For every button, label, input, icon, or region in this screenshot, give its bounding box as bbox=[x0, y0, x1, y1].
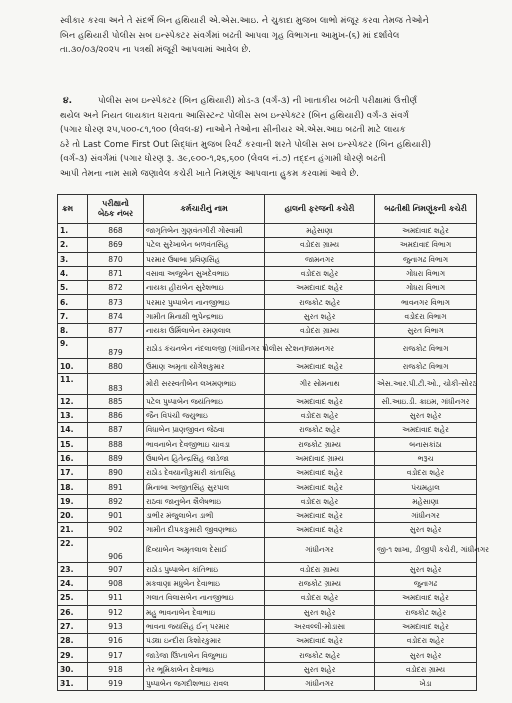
section-number: ૪. bbox=[63, 96, 72, 106]
row-seat-number: 889 bbox=[88, 451, 144, 465]
row-number: 6. bbox=[58, 295, 88, 309]
row-seat-number: 880 bbox=[88, 359, 144, 373]
row-new-office: રાજકોટ શહેર bbox=[375, 605, 477, 619]
row-seat-number: 912 bbox=[88, 605, 144, 619]
table-body bbox=[58, 224, 489, 691]
row-new-office: અમદાવાદ શહેર bbox=[375, 224, 477, 238]
row-number: 1. bbox=[58, 224, 88, 238]
row-new-office: એસ.આર.પી.ટી.ઓ., ચોકી-સોરઠ bbox=[375, 373, 477, 394]
table-row bbox=[58, 373, 477, 394]
row-current-office: વડોદરા ગ્રામ્ય bbox=[265, 562, 375, 576]
table-row bbox=[58, 238, 477, 252]
row-current-office: રાજકોટ ગ્રામ્ય bbox=[265, 437, 375, 451]
row-number: 14. bbox=[58, 423, 88, 437]
intro-paragraph bbox=[60, 14, 480, 58]
row-seat-number: 902 bbox=[88, 523, 144, 537]
row-seat-number: 888 bbox=[88, 437, 144, 451]
header-roll: પરીક્ષાનો બેઠક નંબર bbox=[88, 195, 144, 224]
row-number: 11. bbox=[58, 373, 88, 394]
row-seat-number: 887 bbox=[88, 423, 144, 437]
header-no: ક્રમ bbox=[58, 195, 88, 224]
row-employee-name: વિધાબેન પ્રાણજીવન જેઠવા bbox=[144, 423, 265, 437]
header-current-office: હાલની ફરજની કચેરી bbox=[265, 195, 375, 224]
row-employee-name: મકવાણા મધુબેન દેવાભાઇ bbox=[144, 576, 265, 590]
row-current-office: સુરત શહેર bbox=[265, 605, 375, 619]
row-current-office: અમદાવાદ શહેર bbox=[265, 523, 375, 537]
row-number: 5. bbox=[58, 281, 88, 295]
table-row bbox=[58, 252, 477, 266]
row-employee-name: ડાભીર મંજુલાબેન ડાભી bbox=[144, 509, 265, 523]
row-number: 19. bbox=[58, 494, 88, 508]
row-employee-name: મહુ ભાવનાબેન દેવાભાઇ bbox=[144, 605, 265, 619]
row-seat-number: 891 bbox=[88, 480, 144, 494]
row-employee-name: પટેલ સુરેખાબેન બળવંતસિંહ bbox=[144, 238, 265, 252]
row-employee-name: રાઠવા જાનુબેન શૈલેષભાઇ bbox=[144, 494, 265, 508]
row-new-office: અમદાવાદ વિભાગ bbox=[375, 238, 477, 252]
row-number: 25. bbox=[58, 591, 88, 605]
row-employee-name: તેર ભૂમિકાબેન દેવાભાઇ bbox=[144, 662, 265, 676]
row-new-office: ગાંધીનગર bbox=[375, 509, 477, 523]
row-seat-number: 885 bbox=[88, 394, 144, 408]
row-current-office: ગીર સોમનાથ bbox=[265, 373, 375, 394]
row-current-office: રાજકોટ શહેર bbox=[265, 295, 375, 309]
table-row bbox=[58, 494, 477, 508]
row-number: 10. bbox=[58, 359, 88, 373]
row-employee-name: ગામીત દીપકકુમારી જીવણભાઇ bbox=[144, 523, 265, 537]
row-employee-name: રાઠોડ પુષ્પાબેન કાંતિભાઇ bbox=[144, 562, 265, 576]
table-row bbox=[58, 509, 477, 523]
section-line: (વર્ગ-૩) સંવર્ગમાં (પગાર ધોરણ રૂ. ૩૯,૯૦૦-૧,૨૬,૬૦૦ (લેવલ નં.૭) તદ્દન હંગામી ધોરણે બઢતી bbox=[60, 154, 386, 165]
row-seat-number: 883 bbox=[88, 373, 144, 394]
intro-line: સ્વીકાર કરવા અને તે સંદર્ભે બિન હથિયારી એ.એસ.આઇ. ને ચુકાદા મુજબ લાભો મંજૂર કરવા તેમજ તેઓને bbox=[60, 16, 429, 26]
row-employee-name: ભાવનાબેન દેવજીભાઇ ચાવડા bbox=[144, 437, 265, 451]
section-line: ઠરે તો Last Come First Out સિદ્ધાંત મુજબ રિવર્ટ કરવાની શરતે પોલીસ સબ ઇન્સ્પેક્ટર (બિન હથિયારી) bbox=[60, 139, 432, 150]
row-current-office: અમદાવાદ શહેર bbox=[265, 634, 375, 648]
table-row bbox=[58, 394, 477, 408]
row-employee-name: જાડેજા ઉિપ્તાબેન વિજુભાઇ bbox=[144, 648, 265, 662]
row-employee-name: જાગૃતિબેન ગુણવંતગીરી ગોસ્વામી bbox=[144, 224, 265, 238]
section-line: આપી તેમના નામ સામે જણાવેલ કચેરી ખાતે નિમણૂંક આપવાના હુકમ કરવામાં આવે છે. bbox=[60, 168, 359, 179]
row-current-office: અમદાવાદ શહેર bbox=[265, 480, 375, 494]
row-employee-name: પરમાર પુષ્પાબેન નાનજીભાઇ bbox=[144, 295, 265, 309]
row-number: 31. bbox=[58, 677, 88, 691]
row-new-office: ગોધરા વિભાગ bbox=[375, 281, 477, 295]
row-current-office: વડોદરા શહેર bbox=[265, 494, 375, 508]
table-row bbox=[58, 309, 477, 323]
row-current-office: રાજકોટ શહેર bbox=[265, 648, 375, 662]
row-number: 2. bbox=[58, 238, 88, 252]
row-seat-number: 906 bbox=[88, 537, 144, 562]
row-seat-number: 872 bbox=[88, 281, 144, 295]
row-new-office: સુરત શહેર bbox=[375, 648, 477, 662]
row-new-office: જુનાગઢ વિભાગ bbox=[375, 252, 477, 266]
row-current-office: અમદાવાદ ગ્રામ્ય bbox=[265, 451, 375, 465]
table-row bbox=[58, 266, 477, 280]
row-new-office: સુરત વિભાગ bbox=[375, 324, 477, 338]
table-row bbox=[58, 466, 477, 480]
table-row bbox=[58, 423, 477, 437]
row-current-office: અમદાવાદ શહેર bbox=[265, 394, 375, 408]
row-number: 7. bbox=[58, 309, 88, 323]
row-employee-name: નાયકા ઉર્મિલાબેન રમણલાલ bbox=[144, 324, 265, 338]
row-seat-number: 892 bbox=[88, 494, 144, 508]
row-employee-name: વસાવા અજુબેન સુખદેવભાઇ bbox=[144, 266, 265, 280]
table-row bbox=[58, 451, 477, 465]
row-seat-number: 919 bbox=[88, 677, 144, 691]
row-seat-number: 918 bbox=[88, 662, 144, 676]
header-new-office: બઢતીથી નિમણૂંકની કચેરી bbox=[375, 195, 477, 224]
table-row bbox=[58, 562, 477, 576]
promotion-table bbox=[57, 194, 489, 691]
row-seat-number: 907 bbox=[88, 562, 144, 576]
row-seat-number: 901 bbox=[88, 509, 144, 523]
row-employee-name: મોરી સરસ્વતીબેન લખમણભાઇ bbox=[144, 373, 265, 394]
row-number: 9. bbox=[58, 338, 88, 359]
row-current-office: રાજકોટ શહેર bbox=[265, 423, 375, 437]
row-current-office: અમદાવાદ શહેર bbox=[265, 281, 375, 295]
row-employee-name: ઉમાણ અમૃતા યોગેશકુમાર bbox=[144, 359, 265, 373]
row-number: 24. bbox=[58, 576, 88, 590]
row-number: 20. bbox=[58, 509, 88, 523]
row-number: 3. bbox=[58, 252, 88, 266]
table-row bbox=[58, 619, 477, 633]
row-current-office: જામનગર bbox=[265, 338, 375, 359]
row-seat-number: 908 bbox=[88, 576, 144, 590]
row-employee-name: નાયકા હીરાબેન સુરેશભાઇ bbox=[144, 281, 265, 295]
row-seat-number: 917 bbox=[88, 648, 144, 662]
row-new-office: બનાસકાંઠા bbox=[375, 437, 477, 451]
row-new-office: સી.આઇ.ડી. ક્રાઇમ, ગાંધીનગર bbox=[375, 394, 477, 408]
row-seat-number: 911 bbox=[88, 591, 144, 605]
row-seat-number: 916 bbox=[88, 634, 144, 648]
row-number: 23. bbox=[58, 562, 88, 576]
row-number: 18. bbox=[58, 480, 88, 494]
table-row bbox=[58, 677, 477, 691]
row-employee-name: પુષ્પાબેન જગદીશભાઇ રાવલ bbox=[144, 677, 265, 691]
row-number: 12. bbox=[58, 394, 88, 408]
row-new-office: વડોદરા શહેર bbox=[375, 466, 477, 480]
row-current-office: વડોદરા શહેર bbox=[265, 266, 375, 280]
row-new-office: રાજકોટ વિભાગ bbox=[375, 338, 477, 359]
row-seat-number: 871 bbox=[88, 266, 144, 280]
table-row bbox=[58, 359, 477, 373]
table-row bbox=[58, 537, 477, 562]
row-current-office: અરવલ્લી-મોડાસા bbox=[265, 619, 375, 633]
row-new-office: સુરત શહેર bbox=[375, 523, 477, 537]
table-row bbox=[58, 437, 477, 451]
row-employee-name: દિવ્યાબેન અમૃતલાલ દેસાઈ bbox=[144, 537, 265, 562]
row-employee-name: ગલાત વિલાસબેન નાનજીભાઇ bbox=[144, 591, 265, 605]
row-number: 8. bbox=[58, 324, 88, 338]
intro-line: બિન હથિયારી પોલીસ સબ ઇન્સ્પેક્ટર સંવર્ગમાં બઢતી આપવા ગૃહ વિભાગના આમુખ-(૬) માં દર્શાવેલ bbox=[60, 30, 400, 41]
row-seat-number: 877 bbox=[88, 324, 144, 338]
row-new-office: વડોદરા શહેર bbox=[375, 634, 477, 648]
row-new-office: અમદાવાદ શહેર bbox=[375, 591, 477, 605]
table-row bbox=[58, 408, 477, 422]
row-current-office: રાજકોટ ગ્રામ્ય bbox=[265, 576, 375, 590]
table-row bbox=[58, 576, 477, 590]
row-new-office: વડોદરા ગ્રામ્ય bbox=[375, 662, 477, 676]
table-header-row bbox=[58, 195, 477, 224]
row-seat-number: 868 bbox=[88, 224, 144, 238]
row-current-office: ગાંધીનગર bbox=[265, 677, 375, 691]
row-employee-name: પંડ્યા ઇન્દીરા કિશોરકુમાર bbox=[144, 634, 265, 648]
row-current-office: સુરત શહેર bbox=[265, 662, 375, 676]
row-current-office: મહેસાણા bbox=[265, 224, 375, 238]
row-new-office: રાજકોટ વિભાગ bbox=[375, 359, 477, 373]
row-number: 17. bbox=[58, 466, 88, 480]
row-employee-name: મિનાબા અજીતસિંહ સુરપાલ bbox=[144, 480, 265, 494]
row-new-office: જુનાગઢ bbox=[375, 576, 477, 590]
row-number: 28. bbox=[58, 634, 88, 648]
row-current-office: ગાંધીનગર bbox=[265, 537, 375, 562]
row-employee-name: પરમાર ઉષાબા પ્રવિણસિંહ bbox=[144, 252, 265, 266]
row-number: 4. bbox=[58, 266, 88, 280]
row-number: 13. bbox=[58, 408, 88, 422]
row-current-office: વડોદરા ગ્રામ્ય bbox=[265, 238, 375, 252]
row-employee-name: ઉષાબેન હિતેન્દ્રસિંહ જાડેજા bbox=[144, 451, 265, 465]
section-line: (પગાર ધોરણ ૨૫,૫૦૦-૮૧,૧૦૦ (લેવલ-૪) નાઓને તેઓના સીનીયર એ.એસ.આઇ બઢતી માટે લાયક bbox=[60, 125, 406, 136]
section-line: થયેલ અને નિયત લાયકાત ધરાવતા આસિસ્ટન્ટ પોલીસ સબ ઇન્સ્પેક્ટર (બિન હથિયારી) વર્ગ-૩ સંવર્ગ bbox=[60, 110, 409, 121]
row-number: 30. bbox=[58, 662, 88, 676]
row-employee-name: રાઠોડ દેવયાનીકુમારી કાંતાસિંહ bbox=[144, 466, 265, 480]
section-line: પોલીસ સબ ઇન્સ્પેક્ટર (બિન હથિયારી) મોડ-૩ (વર્ગ-૩) ની ખાતાકીય બઢતી પરીક્ષામાં ઉત્તીર્ણ bbox=[98, 96, 418, 106]
table-row bbox=[58, 591, 477, 605]
row-current-office: વડોદરા શહેર bbox=[265, 591, 375, 605]
table-row bbox=[58, 648, 477, 662]
row-employee-name: ભાવના જયસિંહ ઈન્ પરમાર bbox=[144, 619, 265, 633]
row-new-office: જી-૧ શાખા, ડીજીપી કચેરી, ગાંધીનગર bbox=[375, 537, 477, 562]
table-row bbox=[58, 605, 477, 619]
row-seat-number: 869 bbox=[88, 238, 144, 252]
row-new-office: ભરૂચ bbox=[375, 451, 477, 465]
row-new-office: ગોધરા વિભાગ bbox=[375, 266, 477, 280]
row-current-office: અમદાવાદ શહેર bbox=[265, 509, 375, 523]
row-new-office: સુરત શહેર bbox=[375, 408, 477, 422]
row-new-office: સુરત શહેર bbox=[375, 562, 477, 576]
row-seat-number: 886 bbox=[88, 408, 144, 422]
table-row bbox=[58, 634, 477, 648]
row-seat-number: 879 bbox=[88, 338, 144, 359]
row-employee-name: ગામીત મિનાક્ષી ભુપેન્દ્રભાઇ bbox=[144, 309, 265, 323]
row-current-office: વડોદરા ગ્રામ્ય bbox=[265, 324, 375, 338]
row-new-office: અમદાવાદ શહેર bbox=[375, 423, 477, 437]
table-row bbox=[58, 662, 477, 676]
row-new-office: અમદાવાદ શહેર bbox=[375, 619, 477, 633]
row-number: 29. bbox=[58, 648, 88, 662]
row-seat-number: 873 bbox=[88, 295, 144, 309]
row-seat-number: 874 bbox=[88, 309, 144, 323]
table-row bbox=[58, 480, 477, 494]
table-row bbox=[58, 523, 477, 537]
row-number: 27. bbox=[58, 619, 88, 633]
row-employee-name: પટેલ પુષ્પાબેન જયંતિભાઇ bbox=[144, 394, 265, 408]
row-number: 22. bbox=[58, 537, 88, 562]
row-number: 15. bbox=[58, 437, 88, 451]
row-current-office: વડોદરા શહેર bbox=[265, 408, 375, 422]
header-name: કર્મચારીનું નામ bbox=[144, 195, 265, 224]
row-new-office: ભાવનગર વિભાગ bbox=[375, 295, 477, 309]
row-seat-number: 870 bbox=[88, 252, 144, 266]
row-employee-name: જૈન વિપંચી જયુભાઇ bbox=[144, 408, 265, 422]
section-paragraph bbox=[60, 94, 480, 182]
row-current-office: અમદાવાદ શહેર bbox=[265, 466, 375, 480]
row-new-office: વડોદરા વિભાગ bbox=[375, 309, 477, 323]
row-current-office: અમદાવાદ શહેર bbox=[265, 359, 375, 373]
row-number: 26. bbox=[58, 605, 88, 619]
row-current-office: સુરત શહેર bbox=[265, 309, 375, 323]
intro-line: તા.૩૦/૦૩/૨૦૨૫ ના પત્રથી મંજૂરી આપવામાં આવેલ છે. bbox=[60, 45, 251, 56]
row-number: 21. bbox=[58, 523, 88, 537]
table-row bbox=[58, 281, 477, 295]
row-current-office: જામનગર bbox=[265, 252, 375, 266]
row-new-office: ખેડા bbox=[375, 677, 477, 691]
row-seat-number: 913 bbox=[88, 619, 144, 633]
row-new-office: મહેસાણા bbox=[375, 494, 477, 508]
table-row bbox=[58, 224, 477, 238]
table-row bbox=[58, 338, 477, 359]
row-employee-name: રાઠોડ કંચનબેન નંદલાલજી (ગાંધીનગર પોલીસ સ્ટેશન) bbox=[144, 338, 265, 359]
row-number: 16. bbox=[58, 451, 88, 465]
table-row bbox=[58, 295, 477, 309]
row-new-office: પંચમહાલ bbox=[375, 480, 477, 494]
row-seat-number: 890 bbox=[88, 466, 144, 480]
table-row bbox=[58, 324, 477, 338]
